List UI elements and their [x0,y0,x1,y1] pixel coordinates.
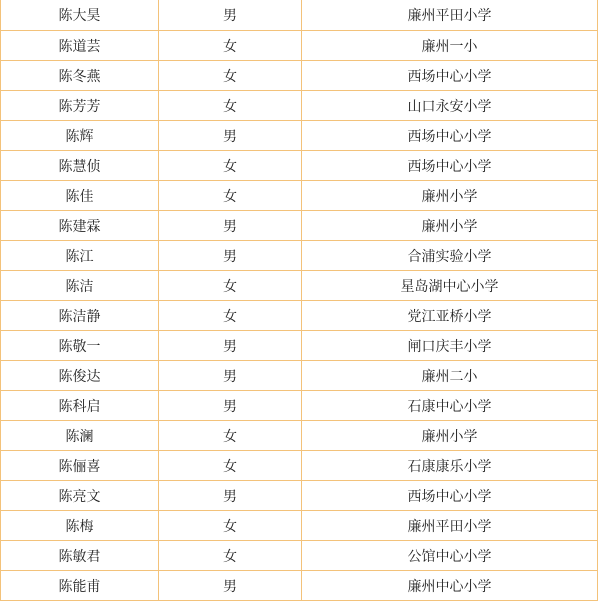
gender-cell: 女 [159,271,302,301]
name-cell: 陈芳芳 [1,91,159,121]
table-row [1,361,598,391]
name-cell: 陈佳 [1,181,159,211]
table-row [1,571,598,601]
table-row [1,511,598,541]
name-cell: 陈澜 [1,421,159,451]
table-row [1,61,598,91]
school-cell: 廉州平田小学 [302,511,598,541]
school-cell: 廉州小学 [302,421,598,451]
gender-cell: 男 [159,211,302,241]
gender-cell: 女 [159,151,302,181]
gender-cell: 男 [159,331,302,361]
school-cell: 廉州中心小学 [302,571,598,601]
table-row [1,241,598,271]
gender-cell: 女 [159,181,302,211]
roster-body [1,0,598,601]
table-row [1,481,598,511]
name-cell: 陈科启 [1,391,159,421]
gender-cell: 女 [159,451,302,481]
gender-cell: 男 [159,391,302,421]
name-cell: 陈江 [1,241,159,271]
gender-cell: 男 [159,241,302,271]
name-cell: 陈冬燕 [1,61,159,91]
table-row [1,331,598,361]
school-cell: 廉州小学 [302,211,598,241]
name-cell: 陈辉 [1,121,159,151]
gender-cell: 男 [159,571,302,601]
school-cell: 西场中心小学 [302,61,598,91]
school-cell: 星岛湖中心小学 [302,271,598,301]
school-cell: 廉州小学 [302,181,598,211]
table-row [1,421,598,451]
name-cell: 陈洁静 [1,301,159,331]
school-cell: 合浦实验小学 [302,241,598,271]
gender-cell: 女 [159,421,302,451]
name-cell: 陈洁 [1,271,159,301]
name-cell: 陈敬一 [1,331,159,361]
table-row [1,121,598,151]
school-cell: 西场中心小学 [302,481,598,511]
gender-cell: 女 [159,61,302,91]
school-cell: 山口永安小学 [302,91,598,121]
name-cell: 陈敏君 [1,541,159,571]
table-row [1,211,598,241]
gender-cell: 男 [159,361,302,391]
school-cell: 西场中心小学 [302,151,598,181]
school-cell: 石康康乐小学 [302,451,598,481]
name-cell: 陈俪喜 [1,451,159,481]
name-cell: 陈道芸 [1,31,159,61]
gender-cell: 男 [159,481,302,511]
table-row [1,391,598,421]
name-cell: 陈大昊 [1,0,159,31]
gender-cell: 女 [159,541,302,571]
school-cell: 石康中心小学 [302,391,598,421]
table-row [1,31,598,61]
gender-cell: 女 [159,31,302,61]
school-cell: 党江亚桥小学 [302,301,598,331]
table-row [1,0,598,31]
school-cell: 廉州二小 [302,361,598,391]
table-row [1,91,598,121]
name-cell: 陈建霖 [1,211,159,241]
name-cell: 陈能甫 [1,571,159,601]
table-row [1,451,598,481]
table-row [1,301,598,331]
name-cell: 陈俊达 [1,361,159,391]
name-cell: 陈亮文 [1,481,159,511]
table-row [1,181,598,211]
school-cell: 公馆中心小学 [302,541,598,571]
gender-cell: 女 [159,511,302,541]
gender-cell: 女 [159,301,302,331]
table-row [1,541,598,571]
table-row [1,151,598,181]
school-cell: 西场中心小学 [302,121,598,151]
school-cell: 闸口庆丰小学 [302,331,598,361]
gender-cell: 女 [159,91,302,121]
school-cell: 廉州一小 [302,31,598,61]
name-cell: 陈梅 [1,511,159,541]
gender-cell: 男 [159,121,302,151]
name-cell: 陈慧侦 [1,151,159,181]
gender-cell: 男 [159,0,302,31]
school-cell: 廉州平田小学 [302,0,598,31]
table-row [1,271,598,301]
